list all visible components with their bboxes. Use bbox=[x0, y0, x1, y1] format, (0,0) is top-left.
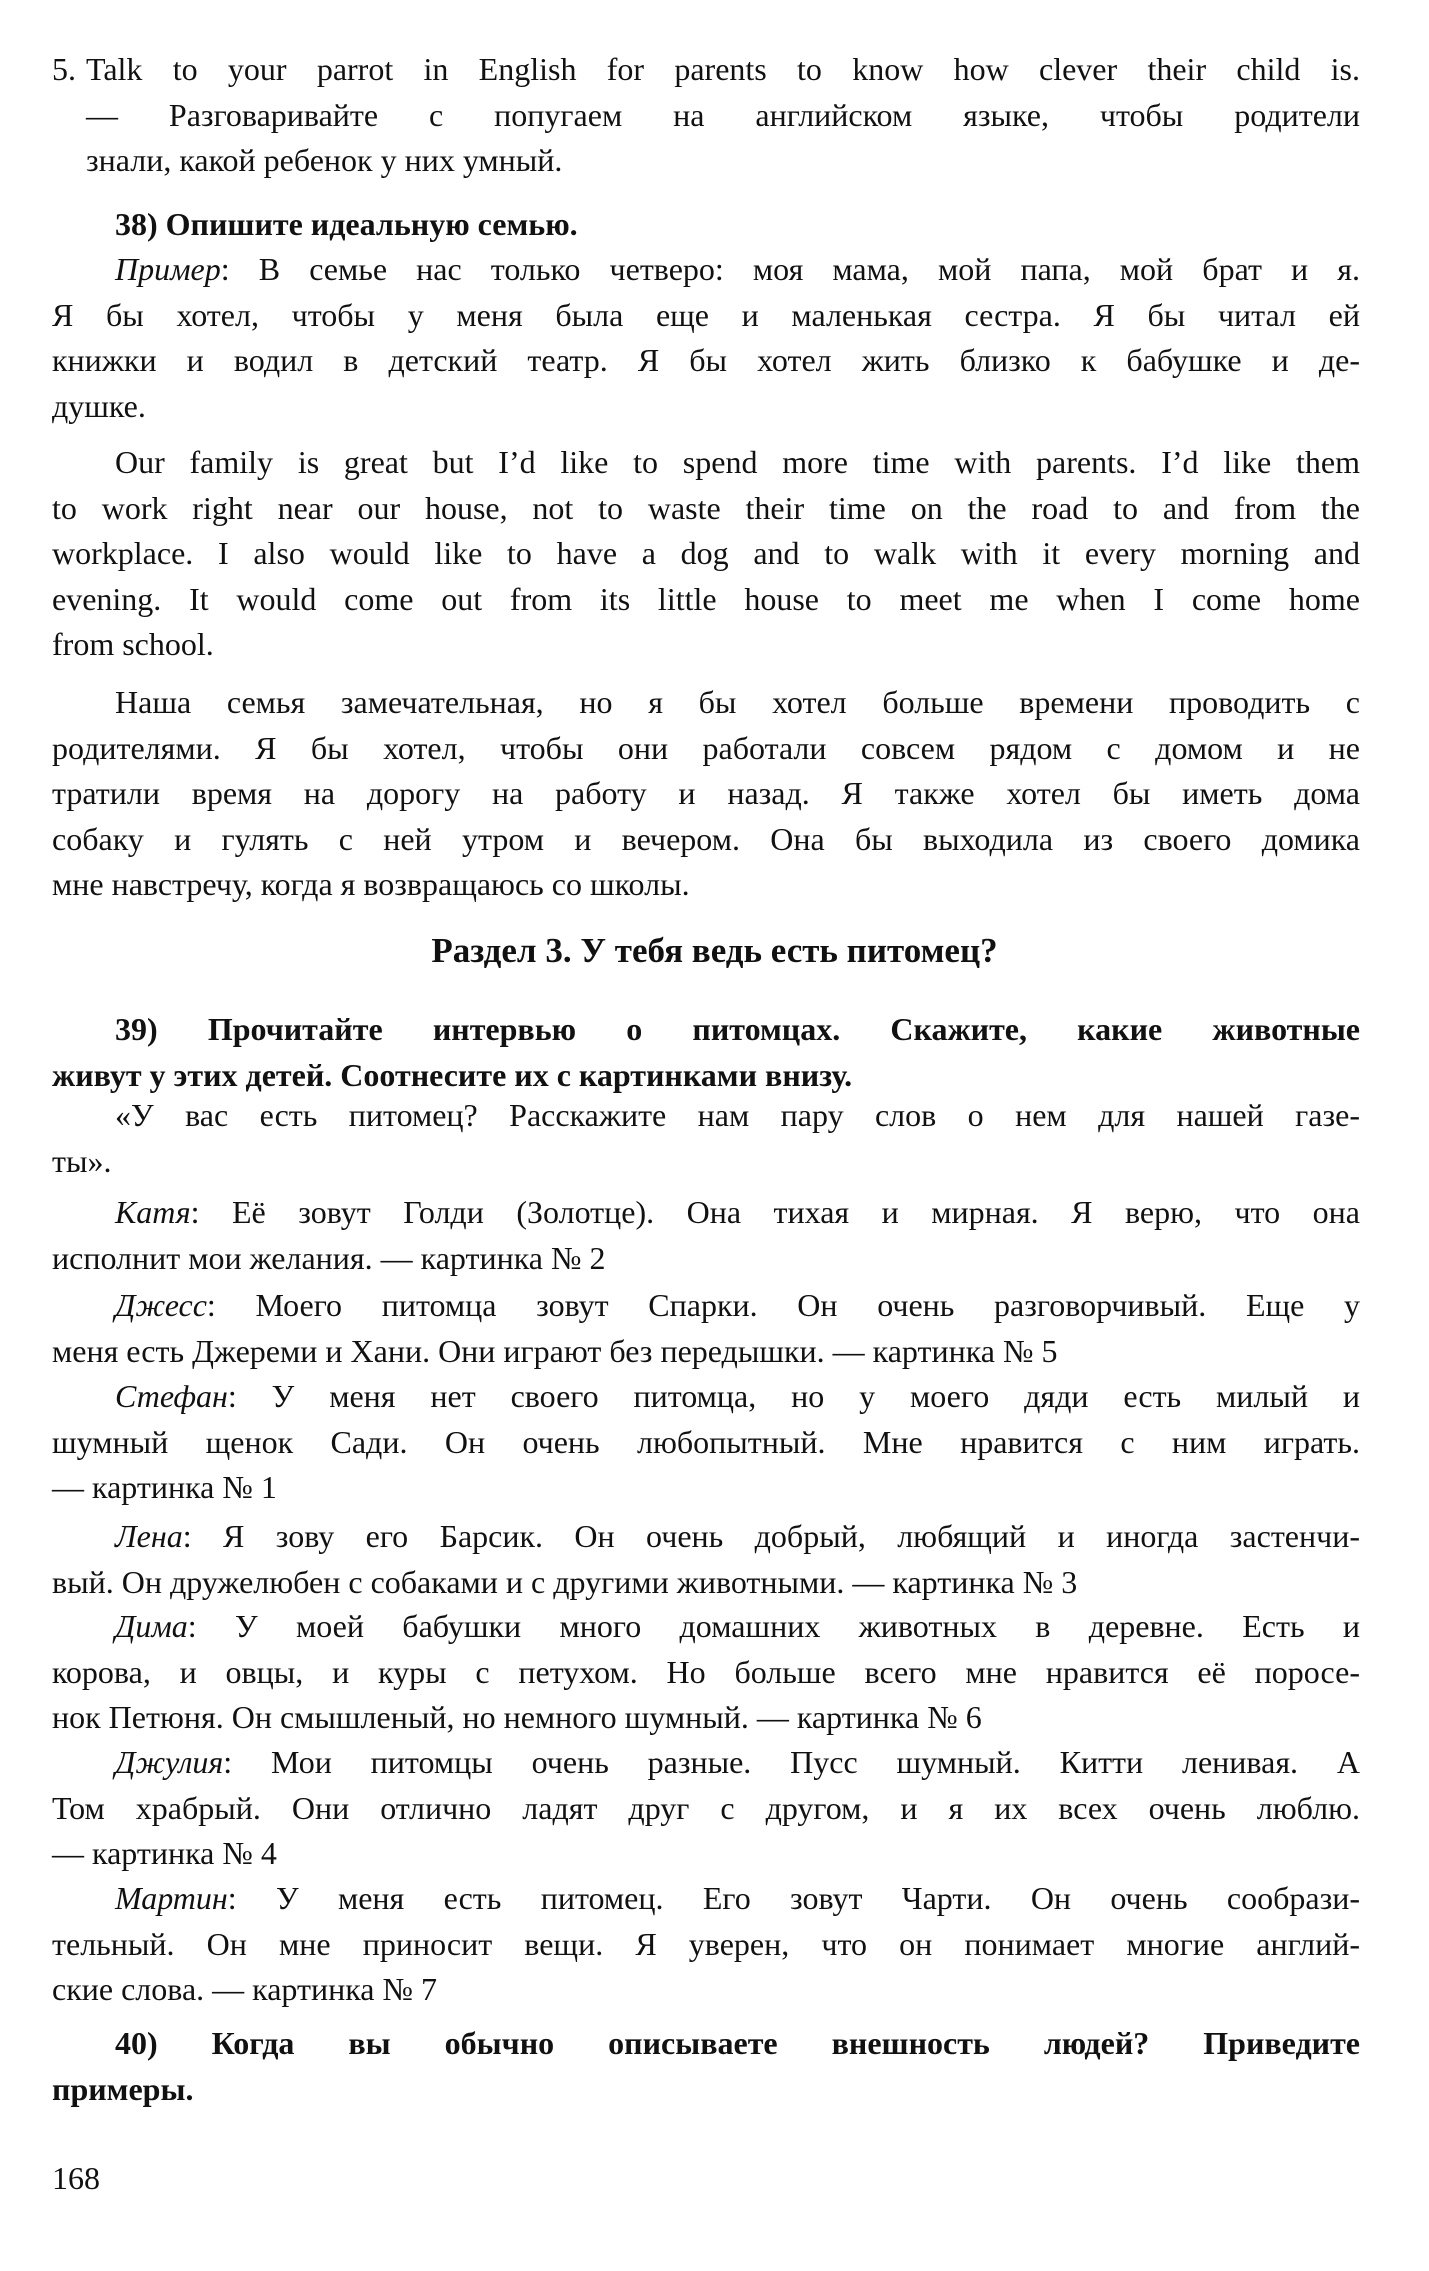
speaker-name: Джесс bbox=[115, 1287, 207, 1323]
text-line: ские слова. — картинка № 7 bbox=[52, 1971, 438, 2007]
speaker-text: : Мои питомцы очень разные. Пусс шумный. Китти ленивая. А bbox=[223, 1744, 1360, 1780]
answer-dima bbox=[52, 1604, 1360, 1741]
text-line bbox=[52, 1283, 1360, 1329]
text-line: примеры. bbox=[52, 2070, 194, 2107]
text-line: родителями. Я бы хотел, чтобы они работали совсем рядом с домом и не bbox=[52, 729, 1360, 766]
text-line bbox=[52, 1374, 1360, 1420]
english-paragraph bbox=[52, 440, 1360, 668]
speaker-text: : Её зовут Голди (Золотце). Она тихая и мирная. Я верю, что она bbox=[190, 1194, 1360, 1230]
list-item-5 bbox=[52, 47, 1360, 184]
text-line: evening. It would come out from its little house to meet me when I come home bbox=[52, 580, 1360, 617]
text-line: 38) Опишите идеальную семью. bbox=[115, 206, 578, 242]
text-line: to work right near our house, not to waste their time on the road to and from the bbox=[52, 489, 1360, 526]
text-line: меня есть Джереми и Хани. Они играют без передышки. — картинка № 5 bbox=[52, 1332, 1058, 1369]
text-line: ты». bbox=[52, 1142, 112, 1179]
text-line: — картинка № 1 bbox=[52, 1469, 277, 1505]
text-line bbox=[52, 1604, 1360, 1650]
section-title: Раздел 3. У тебя ведь есть питомец? bbox=[431, 931, 998, 970]
speaker-text: : У моей бабушки много домашних животных в деревне. Есть и bbox=[187, 1608, 1360, 1644]
speaker-text: : Я зову его Барсик. Он очень добрый, любящий и иногда застенчи- bbox=[182, 1518, 1360, 1554]
text-line: workplace. I also would like to have a dog and to walk with it every morning and bbox=[52, 535, 1360, 571]
item-number: 5. bbox=[52, 51, 76, 87]
speaker-name: Джулия bbox=[115, 1744, 224, 1780]
text-line: Я бы хотел, чтобы у меня была еще и маленькая сестра. Я бы читал ей bbox=[52, 296, 1360, 333]
text-line: мне навстречу, когда я возвращаюсь со школы. bbox=[52, 866, 690, 902]
text-line: from school. bbox=[52, 626, 214, 662]
speaker-text: : Моего питомца зовут Спарки. Он очень разговорчивый. Еще у bbox=[206, 1287, 1360, 1323]
speaker-text: : У меня есть питомец. Его зовут Чарти. Он очень сообрази- bbox=[227, 1880, 1360, 1916]
text-line bbox=[52, 1740, 1360, 1786]
answer-stefan bbox=[52, 1374, 1360, 1511]
answer-julia bbox=[52, 1740, 1360, 1877]
task-40 bbox=[52, 2021, 1360, 2112]
task-39 bbox=[52, 1007, 1360, 1098]
answer-katya bbox=[52, 1190, 1360, 1281]
speaker-name: Дима bbox=[115, 1608, 188, 1644]
text-line: 40) Когда вы обычно описываете внешность людей? Приведите bbox=[115, 2025, 1360, 2061]
speaker-name: Пример bbox=[115, 251, 221, 287]
example-paragraph bbox=[52, 247, 1360, 429]
text-line: Том храбрый. Они отлично ладят друг с другом, и я их всех очень люблю. bbox=[52, 1789, 1360, 1826]
text-line: корова, и овцы, и куры с петухом. Но больше всего мне нравится её поросе- bbox=[52, 1653, 1360, 1690]
text-line: Наша семья замечательная, но я бы хотел больше времени проводить с bbox=[115, 684, 1360, 720]
text-line: шумный щенок Сади. Он очень любопытный. Мне нравится с ним играть. bbox=[52, 1423, 1360, 1460]
text-line: Our family is great but I’d like to spend more time with parents. I’d like them bbox=[115, 444, 1360, 480]
page-number: 168 bbox=[52, 2160, 100, 2196]
text-line: — картинка № 4 bbox=[52, 1835, 277, 1871]
answer-lena bbox=[52, 1514, 1360, 1605]
speaker-name: Мартин bbox=[115, 1880, 228, 1916]
text-line bbox=[52, 247, 1360, 293]
text-line: Talk to your parrot in English for parents to know how clever their child is. bbox=[86, 51, 1360, 87]
text-line: живут у этих детей. Соотнесите их с картинками внизу. bbox=[52, 1056, 853, 1093]
text-line bbox=[52, 1514, 1360, 1560]
answer-jess bbox=[52, 1283, 1360, 1374]
text-line: собаку и гулять с ней утром и вечером. Она бы выходила из своего домика bbox=[52, 820, 1360, 857]
text-line: вый. Он дружелюбен с собаками и с другими животными. — картинка № 3 bbox=[52, 1563, 1078, 1600]
text-line: знали, какой ребенок у них умный. bbox=[86, 142, 563, 178]
text-line: душке. bbox=[52, 387, 146, 424]
text-line: тельный. Он мне приносит вещи. Я уверен, что он понимает многие англий- bbox=[52, 1925, 1360, 1962]
text-line: 39) Прочитайте интервью о питомцах. Скажите, какие животные bbox=[115, 1011, 1360, 1047]
text-line bbox=[52, 1190, 1360, 1236]
text-line: исполнит мои желания. — картинка № 2 bbox=[52, 1239, 606, 1276]
speaker-text: : У меня нет своего питомца, но у моего дяди есть милый и bbox=[227, 1378, 1360, 1414]
text-line: нок Петюня. Он смышленый, но немного шумный. — картинка № 6 bbox=[52, 1699, 982, 1735]
text-line: «У вас есть питомец? Расскажите нам пару слов о нем для нашей газе- bbox=[115, 1097, 1360, 1133]
speaker-name: Катя bbox=[115, 1194, 191, 1230]
task-38 bbox=[52, 202, 1360, 248]
text-line: книжки и водил в детский театр. Я бы хотел жить близко к бабушке и де- bbox=[52, 342, 1360, 378]
speaker-name: Стефан bbox=[115, 1378, 228, 1414]
speaker-name: Лена bbox=[115, 1518, 183, 1554]
text-line: — Разговаривайте с попугаем на английском языке, чтобы родители bbox=[86, 96, 1360, 133]
answer-martin bbox=[52, 1876, 1360, 2013]
speaker-text: : В семье нас только четверо: моя мама, мой папа, мой брат и я. bbox=[220, 251, 1360, 287]
text-line bbox=[52, 1876, 1360, 1922]
text-line: тратили время на дорогу на работу и назад. Я также хотел бы иметь дома bbox=[52, 775, 1360, 811]
russian-paragraph bbox=[52, 680, 1360, 908]
interview-question bbox=[52, 1093, 1360, 1184]
